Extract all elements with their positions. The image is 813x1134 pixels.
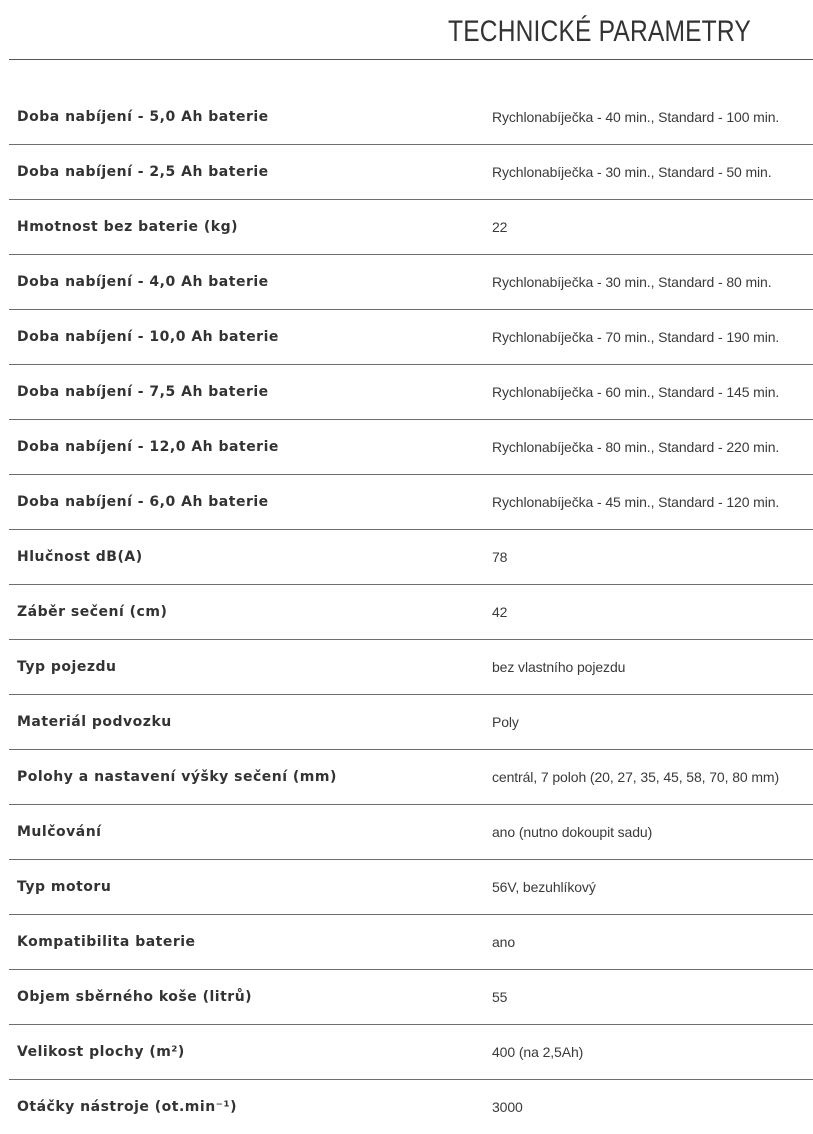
table-row	[9, 310, 813, 365]
param-value: Rychlonabíječka - 30 min., Standard - 50 min.	[492, 164, 772, 180]
param-label: Otáčky nástroje (ot.min⁻¹)	[17, 1099, 238, 1115]
param-value: ano	[492, 934, 516, 950]
param-label: Doba nabíjení - 12,0 Ah baterie	[17, 439, 279, 455]
table-row	[9, 585, 813, 640]
param-value: 22	[492, 219, 508, 235]
param-value: bez vlastního pojezdu	[492, 659, 626, 675]
param-value: 78	[492, 549, 508, 565]
param-label: Doba nabíjení - 6,0 Ah baterie	[17, 494, 269, 510]
table-row	[9, 805, 813, 860]
param-value: Rychlonabíječka - 80 min., Standard - 220 min.	[492, 439, 780, 455]
parameters-table	[9, 90, 813, 1134]
table-row	[9, 200, 813, 255]
param-label: Doba nabíjení - 2,5 Ah baterie	[17, 164, 269, 180]
table-row	[9, 1025, 813, 1080]
param-value: Poly	[492, 714, 519, 730]
param-label: Materiál podvozku	[17, 714, 172, 730]
table-row	[9, 860, 813, 915]
param-label: Typ motoru	[17, 879, 112, 895]
param-label: Doba nabíjení - 5,0 Ah baterie	[17, 109, 269, 125]
table-row	[9, 970, 813, 1025]
param-label: Polohy a nastavení výšky sečení (mm)	[17, 769, 337, 785]
param-value: Rychlonabíječka - 30 min., Standard - 80 min.	[492, 274, 772, 290]
param-label: Hlučnost dB(A)	[17, 549, 143, 565]
param-label: Typ pojezdu	[17, 659, 117, 675]
param-value: 42	[492, 604, 508, 620]
title-divider	[9, 59, 813, 60]
table-row	[9, 915, 813, 970]
page-title: TECHNICKÉ PARAMETRY	[448, 15, 751, 48]
table-row	[9, 90, 813, 145]
param-value: Rychlonabíječka - 60 min., Standard - 145 min.	[492, 384, 780, 400]
param-value: Rychlonabíječka - 45 min., Standard - 120 min.	[492, 494, 780, 510]
param-value: 400 (na 2,5Ah)	[492, 1044, 584, 1060]
table-row	[9, 255, 813, 310]
param-label: Hmotnost bez baterie (kg)	[17, 219, 238, 235]
param-label: Velikost plochy (m²)	[17, 1044, 185, 1060]
param-label: Objem sběrného koše (litrů)	[17, 989, 253, 1005]
param-label: Doba nabíjení - 7,5 Ah baterie	[17, 384, 269, 400]
table-row	[9, 475, 813, 530]
param-value: Rychlonabíječka - 70 min., Standard - 190 min.	[492, 329, 780, 345]
param-value: 3000	[492, 1099, 523, 1115]
param-label: Doba nabíjení - 4,0 Ah baterie	[17, 274, 269, 290]
table-row	[9, 530, 813, 585]
table-row	[9, 145, 813, 200]
param-value: centrál, 7 poloh (20, 27, 35, 45, 58, 70, 80 mm)	[492, 769, 780, 785]
table-row	[9, 640, 813, 695]
table-row	[9, 750, 813, 805]
param-value: Rychlonabíječka - 40 min., Standard - 100 min.	[492, 109, 780, 125]
table-row	[9, 365, 813, 420]
param-value: 56V, bezuhlíkový	[492, 879, 596, 895]
param-label: Kompatibilita baterie	[17, 934, 196, 950]
param-value: ano (nutno dokoupit sadu)	[492, 824, 653, 840]
table-row	[9, 695, 813, 750]
param-value: 55	[492, 989, 508, 1005]
param-label: Doba nabíjení - 10,0 Ah baterie	[17, 329, 279, 345]
param-label: Mulčování	[17, 824, 102, 840]
table-row	[9, 420, 813, 475]
table-row	[9, 1080, 813, 1134]
param-label: Záběr sečení (cm)	[17, 604, 168, 620]
